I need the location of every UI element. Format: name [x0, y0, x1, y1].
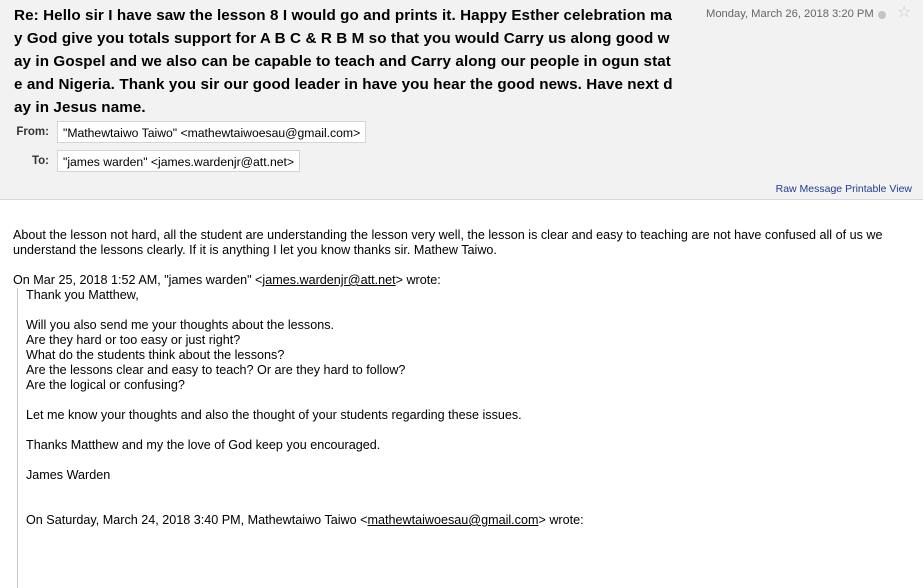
from-label: From: [16, 126, 49, 138]
reply-text: About the lesson not hard, all the student are understanding the lesson very well, the lesson is clear and easy to teaching are not have confused all of us we understand the lessons clearly. If it is anything I let you know thanks sir. Mathew Taiwo. [13, 228, 883, 257]
message-links [776, 183, 912, 195]
quoted-thanks: Thanks Matthew and my the love of God keep you encouraged. [26, 438, 381, 452]
nested-attribution-email[interactable]: mathewtaiwoesau@gmail.com [367, 513, 539, 527]
quote-attribution [13, 273, 441, 288]
printable-view-link[interactable]: Printable View [845, 183, 912, 195]
nested-attribution-suffix: > wrote: [538, 513, 584, 527]
quoted-greeting: Thank you Matthew, [26, 288, 139, 302]
raw-message-link[interactable]: Raw Message [775, 183, 843, 195]
nested-attribution-prefix: On Saturday, March 24, 2018 3:40 PM, Mathewtaiwo Taiwo < [26, 513, 368, 527]
quote-attribution-suffix: > wrote: [395, 273, 441, 287]
to-label: To: [31, 155, 49, 167]
message-header [0, 0, 923, 200]
message-date: Monday, March 26, 2018 3:20 PM [706, 8, 874, 20]
quoted-line: Are they hard or too easy or just right? [26, 333, 241, 347]
nested-quote-attribution [26, 513, 906, 528]
quoted-signature: James Warden [26, 468, 111, 482]
quote-attribution-prefix: On Mar 25, 2018 1:52 AM, "james warden" < [13, 273, 263, 287]
star-icon[interactable]: ☆ [897, 4, 912, 21]
quoted-message [17, 288, 906, 588]
quoted-line: What do the students think about the lessons? [26, 348, 285, 362]
quoted-line: Are the logical or confusing? [26, 378, 185, 392]
unread-dot-icon[interactable] [878, 11, 886, 19]
quoted-line: Will you also send me your thoughts about the lessons. [26, 318, 335, 332]
from-address[interactable]: "Mathewtaiwo Taiwo" <mathewtaiwoesau@gmail.com> [57, 121, 366, 143]
message-subject: Re: Hello sir I have saw the lesson 8 I would go and prints it. Happy Esther celebration may God give you totals support for A B C & R B M so that you would Carry us along good way in Gospel and we also can be capable to teach and Carry along our people in ogun state and Nigeria. Thank you sir our good leader in have you hear the good news. Have next day in Jesus name. [14, 7, 673, 116]
quote-attribution-email[interactable]: james.wardenjr@att.net [262, 273, 396, 287]
quoted-request: Let me know your thoughts and also the thought of your students regarding these issues. [26, 408, 522, 422]
quoted-line: Are the lessons clear and easy to teach? Or are they hard to follow? [26, 363, 406, 377]
message-body [13, 228, 918, 258]
to-address[interactable]: "james warden" <james.wardenjr@att.net> [57, 150, 300, 172]
